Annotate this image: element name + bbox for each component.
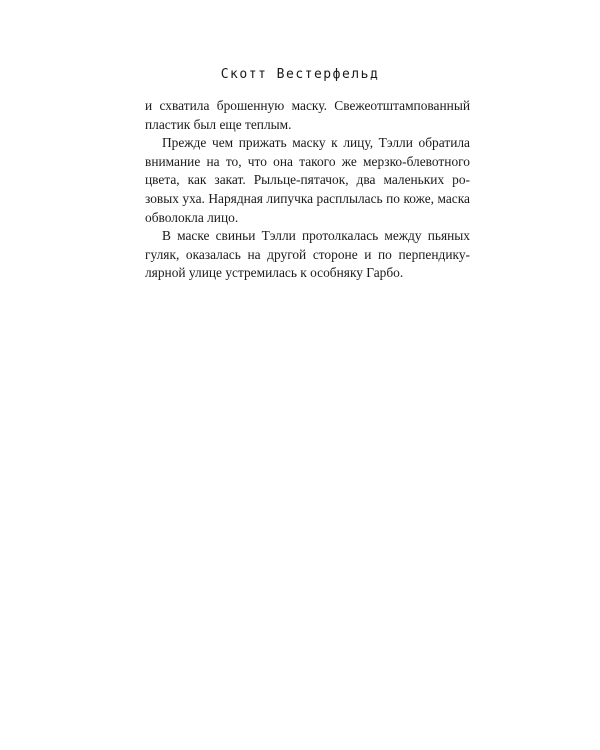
text-line: В маске свиньи Тэлли протолкалась между пьяных	[162, 228, 470, 244]
text-line: внимание на то, что она такого же мерзко-блевотного	[145, 153, 470, 169]
paragraph	[145, 134, 470, 227]
text-line: пластик был еще теплым.	[145, 116, 292, 132]
paragraph	[145, 97, 470, 134]
text-line: и схватила брошенную маску. Свежеотштампованный	[145, 98, 470, 113]
body-text	[145, 97, 470, 283]
text-line: гуляк, оказалась на другой стороне и по перпендику-	[145, 246, 470, 262]
text-line: обволокла лицо.	[145, 209, 239, 225]
text-line: цвета, как закат. Рыльце-пятачок, два маленьких ро-	[145, 172, 470, 188]
text-line: Прежде чем прижать маску к лицу, Тэлли обратила	[162, 135, 470, 151]
paragraph	[145, 227, 470, 283]
running-head-author: Скотт Вестерфельд	[220, 67, 380, 82]
text-line: лярной улице устремилась к особняку Гарбо.	[145, 265, 404, 281]
text-line: зовых уха. Нарядная липучка расплылась по коже, маска	[145, 190, 470, 206]
